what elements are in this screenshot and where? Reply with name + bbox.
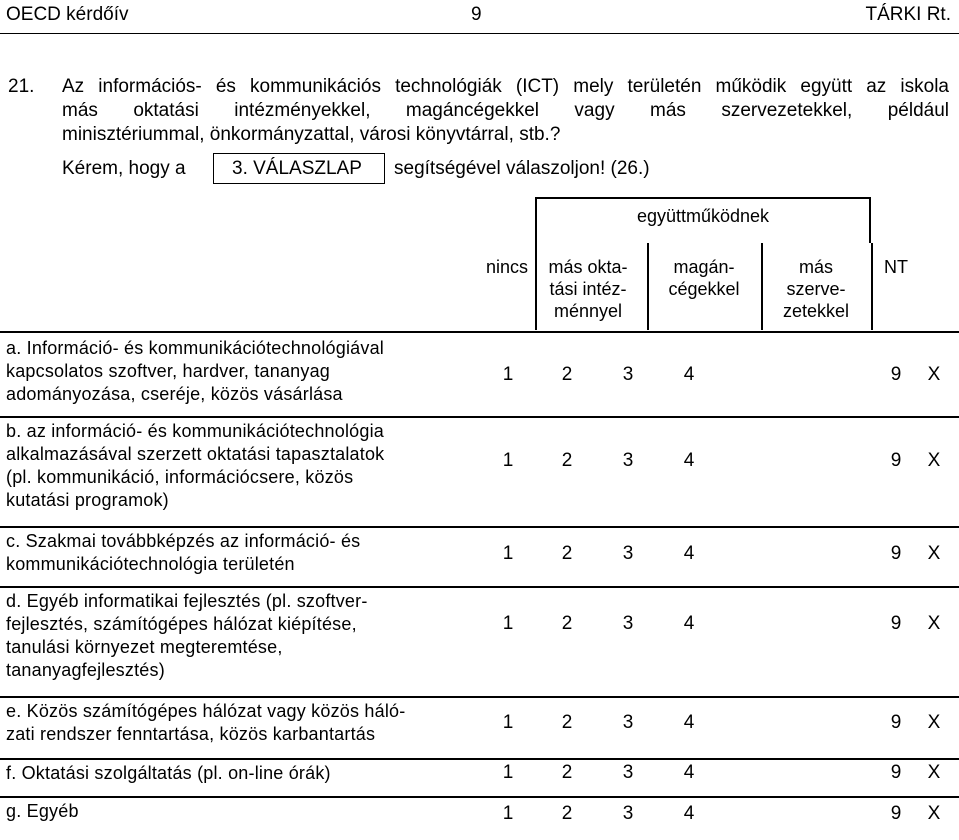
response-code[interactable]: X bbox=[927, 613, 941, 634]
row-label-line: kommunikációtechnológia területén bbox=[6, 554, 295, 574]
response-code[interactable]: 2 bbox=[561, 613, 573, 634]
response-code[interactable]: X bbox=[927, 762, 941, 783]
column-header-line: ménnyel bbox=[553, 301, 623, 321]
row-divider bbox=[0, 758, 959, 760]
response-code[interactable]: 2 bbox=[561, 543, 573, 564]
row-divider bbox=[0, 586, 959, 588]
row-divider bbox=[0, 416, 959, 418]
response-code[interactable]: 9 bbox=[890, 450, 902, 471]
row-label-line: f. Oktatási szolgáltatás (pl. on-line órák) bbox=[6, 763, 331, 783]
column-header-line: NT bbox=[884, 257, 908, 277]
row-label-a bbox=[6, 337, 384, 406]
response-code[interactable]: X bbox=[927, 450, 941, 471]
response-code[interactable]: 3 bbox=[622, 762, 634, 783]
question-number: 21. bbox=[8, 76, 35, 97]
column-header-line: szerve- bbox=[786, 279, 846, 299]
row-label-line: zati rendszer fenntartása, közös karbantartás bbox=[6, 724, 376, 744]
instruction-prefix: Kérem, hogy a bbox=[62, 158, 186, 179]
column-divider bbox=[535, 243, 537, 330]
response-code[interactable]: 9 bbox=[890, 613, 902, 634]
column-header-4 bbox=[836, 256, 956, 278]
row-divider bbox=[0, 696, 959, 698]
column-header-line: zetekkel bbox=[782, 301, 850, 321]
response-code[interactable]: 1 bbox=[502, 762, 514, 783]
response-code[interactable]: 9 bbox=[890, 543, 902, 564]
row-label-line: kapcsolatos szoftver, hardver, tananyag bbox=[6, 361, 330, 381]
row-divider bbox=[0, 526, 959, 528]
response-code[interactable]: 9 bbox=[890, 803, 902, 824]
page-number: 9 bbox=[471, 4, 482, 25]
response-code[interactable]: 1 bbox=[502, 613, 514, 634]
column-header-line: más okta- bbox=[548, 257, 628, 277]
response-code[interactable]: 4 bbox=[683, 613, 695, 634]
row-label-line: kutatási programok) bbox=[6, 490, 169, 510]
column-header-1 bbox=[528, 256, 648, 322]
column-header-line: magán- bbox=[673, 257, 735, 277]
response-code[interactable]: 9 bbox=[890, 762, 902, 783]
response-code[interactable]: X bbox=[927, 543, 941, 564]
table-top-rule bbox=[0, 331, 959, 333]
row-label-e bbox=[6, 700, 405, 746]
response-code[interactable]: 1 bbox=[502, 364, 514, 385]
row-label-line: e. Közös számítógépes hálózat vagy közös háló- bbox=[6, 701, 406, 721]
response-code[interactable]: X bbox=[927, 712, 941, 733]
column-header-line: más bbox=[798, 257, 833, 277]
response-code[interactable]: 4 bbox=[683, 762, 695, 783]
response-code[interactable]: 2 bbox=[561, 364, 573, 385]
response-code[interactable]: 4 bbox=[683, 364, 695, 385]
row-label-b bbox=[6, 420, 384, 512]
row-label-line: tanulási környezet megteremtése, bbox=[6, 637, 283, 657]
header-left: OECD kérdőív bbox=[6, 4, 129, 25]
response-code[interactable]: 3 bbox=[622, 613, 634, 634]
response-code[interactable]: 1 bbox=[502, 450, 514, 471]
row-label-line: tananyagfejlesztés) bbox=[6, 660, 165, 680]
group-header: együttműködnek bbox=[636, 206, 770, 226]
row-label-line: b. az információ- és kommunikációtechnológia bbox=[6, 421, 384, 441]
row-label-line: g. Egyéb bbox=[6, 801, 79, 821]
response-code[interactable]: X bbox=[927, 803, 941, 824]
response-code[interactable]: 1 bbox=[502, 712, 514, 733]
row-label-g bbox=[6, 800, 79, 823]
column-divider bbox=[871, 243, 873, 330]
row-label-line: fejlesztés, számítógépes hálózat kiépítése, bbox=[6, 614, 357, 634]
question-line-1: Az információs- és kommunikációs technológiák (ICT) mely területén működik együtt az iskola bbox=[62, 76, 949, 97]
response-code[interactable]: 3 bbox=[622, 450, 634, 471]
response-code[interactable]: 1 bbox=[502, 543, 514, 564]
row-label-line: d. Egyéb informatikai fejlesztés (pl. szoftver- bbox=[6, 591, 368, 611]
header-right: TÁRKI Rt. bbox=[865, 4, 951, 25]
row-label-c bbox=[6, 530, 360, 576]
response-code[interactable]: 2 bbox=[561, 803, 573, 824]
column-header-line: cégekkel bbox=[668, 279, 740, 299]
response-code[interactable]: 3 bbox=[622, 712, 634, 733]
row-divider bbox=[0, 796, 959, 798]
response-code[interactable]: 4 bbox=[683, 543, 695, 564]
row-label-line: a. Információ- és kommunikációtechnológiával bbox=[6, 338, 384, 358]
response-code[interactable]: 3 bbox=[622, 364, 634, 385]
page-header bbox=[0, 0, 959, 34]
row-label-d bbox=[6, 590, 368, 682]
column-header-line: nincs bbox=[485, 257, 529, 277]
row-label-line: (pl. kommunikáció, információcsere, közös bbox=[6, 467, 354, 487]
row-label-line: c. Szakmai továbbképzés az információ- és bbox=[6, 531, 361, 551]
response-code[interactable]: 3 bbox=[622, 803, 634, 824]
row-label-f bbox=[6, 762, 331, 785]
question-line-2: más oktatási intézményekkel, magáncégekkel vagy más szervezetekkel, például bbox=[62, 100, 949, 121]
response-code[interactable]: 4 bbox=[683, 803, 695, 824]
response-code[interactable]: 9 bbox=[890, 364, 902, 385]
row-label-line: adományozása, cseréje, közös vásárlása bbox=[6, 384, 343, 404]
instruction-suffix: segítségével válaszoljon! (26.) bbox=[394, 158, 650, 179]
response-code[interactable]: 4 bbox=[683, 712, 695, 733]
response-code[interactable]: 3 bbox=[622, 543, 634, 564]
question-line-3: minisztériummal, önkormányzattal, városi könyvtárral, stb.? bbox=[62, 124, 561, 145]
response-code[interactable]: X bbox=[927, 364, 941, 385]
response-code[interactable]: 2 bbox=[561, 712, 573, 733]
response-code[interactable]: 9 bbox=[890, 712, 902, 733]
response-code[interactable]: 1 bbox=[502, 803, 514, 824]
response-code[interactable]: 2 bbox=[561, 450, 573, 471]
answer-sheet-label: 3. VÁLASZLAP bbox=[232, 158, 362, 179]
response-code[interactable]: 4 bbox=[683, 450, 695, 471]
response-code[interactable]: 2 bbox=[561, 762, 573, 783]
column-divider bbox=[761, 243, 763, 330]
column-header-line: tási intéz- bbox=[549, 279, 627, 299]
column-divider bbox=[647, 243, 649, 330]
row-label-line: alkalmazásával szerzett oktatási tapasztalatok bbox=[6, 444, 385, 464]
column-header-2 bbox=[644, 256, 764, 300]
answer-sheet-box bbox=[213, 154, 385, 184]
